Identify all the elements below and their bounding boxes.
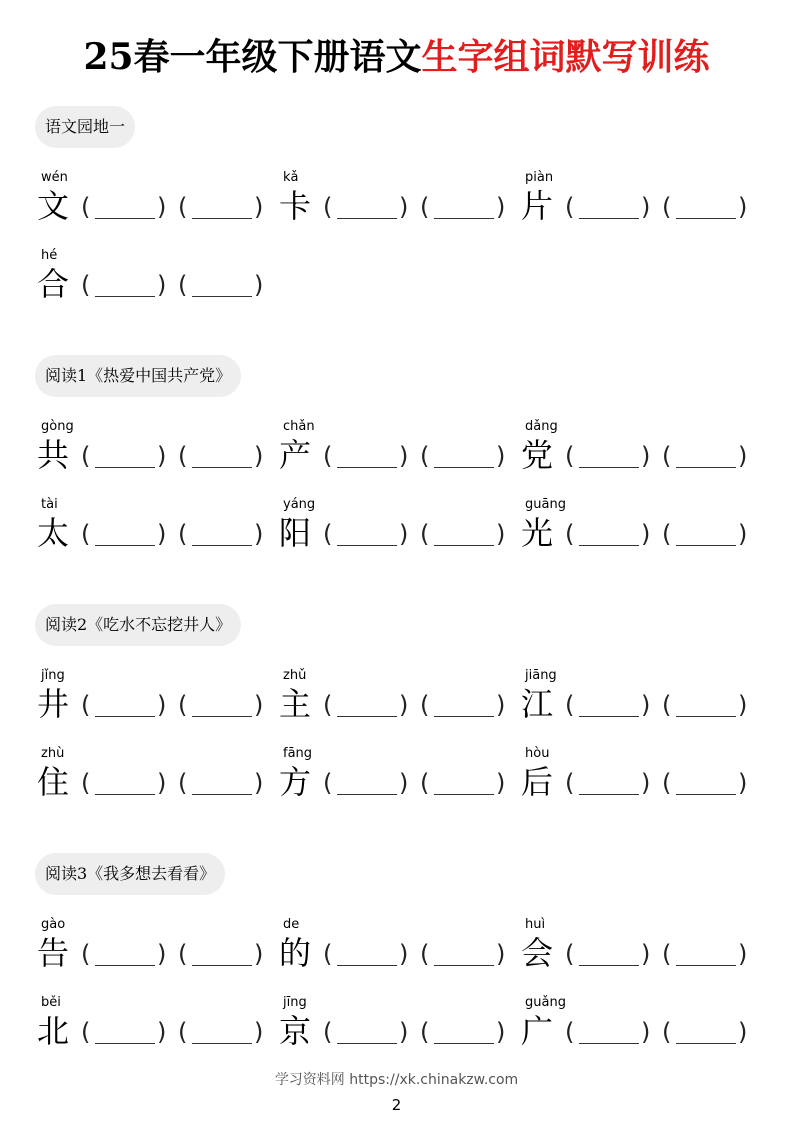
hanzi-character: 卡 — [279, 187, 312, 225]
pinyin-label: běi — [41, 995, 61, 1010]
open-paren: ( — [81, 940, 91, 968]
character-entry — [37, 995, 277, 1065]
character-row — [0, 419, 793, 489]
word-blank[interactable] — [178, 270, 268, 302]
answer-line — [434, 1043, 494, 1044]
answer-line — [95, 794, 155, 795]
word-blank[interactable] — [178, 690, 268, 722]
hanzi-character: 井 — [37, 685, 70, 723]
word-blank[interactable] — [420, 1017, 510, 1049]
open-paren: ( — [81, 1018, 91, 1046]
character-entry — [37, 746, 277, 816]
word-blank[interactable] — [323, 939, 413, 971]
answer-line — [434, 965, 494, 966]
answer-line — [95, 218, 155, 219]
close-paren: ) — [641, 691, 651, 719]
open-paren: ( — [178, 193, 188, 221]
close-paren: ) — [496, 442, 506, 470]
open-paren: ( — [565, 769, 575, 797]
open-paren: ( — [662, 442, 672, 470]
word-blank[interactable] — [662, 441, 752, 473]
open-paren: ( — [420, 691, 430, 719]
open-paren: ( — [662, 769, 672, 797]
pinyin-label: dǎng — [525, 419, 558, 434]
word-blank[interactable] — [662, 192, 752, 224]
character-entry — [279, 995, 519, 1065]
word-blank[interactable] — [662, 519, 752, 551]
pinyin-label: jǐng — [41, 668, 65, 683]
open-paren: ( — [178, 1018, 188, 1046]
pinyin-label: jiāng — [525, 668, 557, 683]
section-label: 语文园地一 — [35, 106, 135, 148]
answer-line — [676, 1043, 736, 1044]
page-number: 2 — [391, 1096, 402, 1114]
answer-line — [337, 716, 397, 717]
hanzi-character: 后 — [521, 763, 554, 801]
answer-line — [434, 794, 494, 795]
close-paren: ) — [157, 769, 167, 797]
hanzi-character: 北 — [37, 1012, 70, 1050]
pinyin-label: guǎng — [525, 995, 566, 1010]
open-paren: ( — [178, 940, 188, 968]
open-paren: ( — [565, 940, 575, 968]
hanzi-character: 京 — [279, 1012, 312, 1050]
answer-line — [192, 296, 252, 297]
open-paren: ( — [81, 769, 91, 797]
character-entry — [521, 746, 761, 816]
section-label: 阅读1《热爱中国共产党》 — [35, 355, 241, 397]
answer-line — [579, 794, 639, 795]
character-entry — [279, 917, 519, 987]
close-paren: ) — [641, 940, 651, 968]
pinyin-label: kǎ — [283, 170, 299, 185]
word-blank[interactable] — [662, 939, 752, 971]
close-paren: ) — [399, 769, 409, 797]
open-paren: ( — [565, 691, 575, 719]
hanzi-character: 江 — [521, 685, 554, 723]
close-paren: ) — [738, 769, 748, 797]
close-paren: ) — [254, 193, 264, 221]
character-row — [0, 668, 793, 738]
answer-line — [337, 545, 397, 546]
close-paren: ) — [496, 520, 506, 548]
open-paren: ( — [323, 940, 333, 968]
answer-line — [579, 716, 639, 717]
answer-line — [676, 794, 736, 795]
close-paren: ) — [157, 1018, 167, 1046]
character-entry — [521, 995, 761, 1065]
open-paren: ( — [565, 442, 575, 470]
title-black: 25春一年级下册语文 — [83, 36, 422, 78]
word-blank[interactable] — [178, 192, 268, 224]
answer-line — [434, 716, 494, 717]
character-entry — [37, 170, 277, 240]
answer-line — [192, 965, 252, 966]
open-paren: ( — [420, 769, 430, 797]
word-blank[interactable] — [662, 690, 752, 722]
open-paren: ( — [81, 193, 91, 221]
open-paren: ( — [662, 520, 672, 548]
character-row — [0, 746, 793, 816]
open-paren: ( — [662, 1018, 672, 1046]
open-paren: ( — [81, 271, 91, 299]
answer-line — [579, 1043, 639, 1044]
character-row — [0, 170, 793, 240]
hanzi-character: 共 — [37, 436, 70, 474]
word-blank[interactable] — [81, 192, 171, 224]
word-blank[interactable] — [565, 690, 655, 722]
hanzi-character: 党 — [521, 436, 554, 474]
pinyin-label: piàn — [525, 170, 554, 185]
close-paren: ) — [399, 1018, 409, 1046]
open-paren: ( — [420, 193, 430, 221]
hanzi-character: 主 — [279, 685, 312, 723]
open-paren: ( — [323, 769, 333, 797]
word-blank[interactable] — [420, 192, 510, 224]
answer-line — [192, 467, 252, 468]
character-entry — [521, 497, 761, 567]
pinyin-label: hòu — [525, 746, 550, 761]
open-paren: ( — [81, 691, 91, 719]
close-paren: ) — [496, 940, 506, 968]
pinyin-label: zhù — [41, 746, 65, 761]
pinyin-label: chǎn — [283, 419, 315, 434]
answer-line — [95, 545, 155, 546]
answer-line — [579, 545, 639, 546]
section-label: 阅读3《我多想去看看》 — [35, 853, 225, 895]
word-blank[interactable] — [420, 939, 510, 971]
pinyin-label: jīng — [283, 995, 307, 1010]
word-blank[interactable] — [565, 1017, 655, 1049]
close-paren: ) — [399, 691, 409, 719]
word-blank[interactable] — [81, 441, 171, 473]
close-paren: ) — [399, 193, 409, 221]
word-blank[interactable] — [323, 519, 413, 551]
answer-line — [192, 794, 252, 795]
title-red: 生字组词默写训练 — [421, 36, 710, 78]
character-entry — [37, 419, 277, 489]
open-paren: ( — [323, 520, 333, 548]
section-label: 阅读2《吃水不忘挖井人》 — [35, 604, 241, 646]
word-blank[interactable] — [178, 768, 268, 800]
open-paren: ( — [178, 769, 188, 797]
answer-line — [337, 965, 397, 966]
character-row — [0, 248, 793, 318]
answer-line — [192, 545, 252, 546]
close-paren: ) — [157, 442, 167, 470]
close-paren: ) — [641, 1018, 651, 1046]
close-paren: ) — [738, 691, 748, 719]
word-blank[interactable] — [81, 768, 171, 800]
word-blank[interactable] — [323, 441, 413, 473]
pinyin-label: huì — [525, 917, 546, 932]
hanzi-character: 会 — [521, 934, 554, 972]
word-blank[interactable] — [420, 441, 510, 473]
close-paren: ) — [496, 691, 506, 719]
open-paren: ( — [420, 1018, 430, 1046]
close-paren: ) — [496, 193, 506, 221]
character-entry — [37, 248, 277, 318]
answer-line — [434, 467, 494, 468]
answer-line — [192, 1043, 252, 1044]
answer-line — [95, 1043, 155, 1044]
open-paren: ( — [323, 691, 333, 719]
hanzi-character: 阳 — [279, 514, 312, 552]
page-title — [0, 30, 793, 84]
close-paren: ) — [738, 940, 748, 968]
open-paren: ( — [565, 193, 575, 221]
close-paren: ) — [399, 442, 409, 470]
close-paren: ) — [157, 691, 167, 719]
close-paren: ) — [254, 1018, 264, 1046]
hanzi-character: 光 — [521, 514, 554, 552]
character-row — [0, 497, 793, 567]
open-paren: ( — [323, 1018, 333, 1046]
character-entry — [521, 419, 761, 489]
open-paren: ( — [81, 442, 91, 470]
answer-line — [95, 716, 155, 717]
answer-line — [192, 218, 252, 219]
open-paren: ( — [662, 193, 672, 221]
pinyin-label: yáng — [283, 497, 316, 512]
character-entry — [279, 668, 519, 738]
character-entry — [279, 170, 519, 240]
open-paren: ( — [178, 271, 188, 299]
hanzi-character: 的 — [279, 934, 312, 972]
word-blank[interactable] — [81, 939, 171, 971]
word-blank[interactable] — [420, 519, 510, 551]
answer-line — [337, 218, 397, 219]
pinyin-label: wén — [41, 170, 68, 185]
close-paren: ) — [157, 520, 167, 548]
close-paren: ) — [738, 193, 748, 221]
open-paren: ( — [420, 442, 430, 470]
close-paren: ) — [157, 193, 167, 221]
word-blank[interactable] — [565, 441, 655, 473]
answer-line — [95, 965, 155, 966]
character-row — [0, 917, 793, 987]
character-entry — [37, 668, 277, 738]
close-paren: ) — [254, 769, 264, 797]
answer-line — [676, 716, 736, 717]
character-row — [0, 995, 793, 1065]
word-blank[interactable] — [565, 192, 655, 224]
open-paren: ( — [323, 193, 333, 221]
close-paren: ) — [641, 442, 651, 470]
answer-line — [337, 467, 397, 468]
answer-line — [676, 218, 736, 219]
open-paren: ( — [178, 520, 188, 548]
hanzi-character: 住 — [37, 763, 70, 801]
close-paren: ) — [738, 442, 748, 470]
pinyin-label: gòng — [41, 419, 74, 434]
character-entry — [37, 917, 277, 987]
answer-line — [676, 965, 736, 966]
pinyin-label: gào — [41, 917, 66, 932]
footer-watermark: 学习资料网 https://xk.chinakzw.com — [274, 1072, 519, 1088]
word-blank[interactable] — [178, 1017, 268, 1049]
pinyin-label: fāng — [283, 746, 313, 761]
word-blank[interactable] — [178, 441, 268, 473]
answer-line — [434, 218, 494, 219]
pinyin-label: hé — [41, 248, 58, 263]
pinyin-label: zhǔ — [283, 668, 307, 683]
character-entry — [521, 170, 761, 240]
open-paren: ( — [178, 442, 188, 470]
word-blank[interactable] — [323, 690, 413, 722]
close-paren: ) — [399, 520, 409, 548]
open-paren: ( — [323, 442, 333, 470]
word-blank[interactable] — [420, 768, 510, 800]
open-paren: ( — [565, 1018, 575, 1046]
close-paren: ) — [254, 520, 264, 548]
close-paren: ) — [157, 940, 167, 968]
word-blank[interactable] — [420, 690, 510, 722]
word-blank[interactable] — [81, 1017, 171, 1049]
answer-line — [192, 716, 252, 717]
word-blank[interactable] — [565, 768, 655, 800]
close-paren: ) — [641, 193, 651, 221]
word-blank[interactable] — [662, 1017, 752, 1049]
open-paren: ( — [178, 691, 188, 719]
open-paren: ( — [420, 940, 430, 968]
hanzi-character: 太 — [37, 514, 70, 552]
word-blank[interactable] — [81, 519, 171, 551]
answer-line — [434, 545, 494, 546]
answer-line — [337, 1043, 397, 1044]
character-entry — [521, 917, 761, 987]
close-paren: ) — [641, 769, 651, 797]
open-paren: ( — [420, 520, 430, 548]
hanzi-character: 合 — [37, 265, 70, 303]
close-paren: ) — [496, 1018, 506, 1046]
answer-line — [676, 545, 736, 546]
answer-line — [337, 794, 397, 795]
open-paren: ( — [565, 520, 575, 548]
word-blank[interactable] — [323, 1017, 413, 1049]
hanzi-character: 方 — [279, 763, 312, 801]
hanzi-character: 产 — [279, 436, 312, 474]
character-entry — [279, 746, 519, 816]
character-entry — [521, 668, 761, 738]
open-paren: ( — [81, 520, 91, 548]
hanzi-character: 广 — [521, 1012, 554, 1050]
answer-line — [579, 218, 639, 219]
word-blank[interactable] — [565, 939, 655, 971]
character-entry — [37, 497, 277, 567]
answer-line — [95, 467, 155, 468]
answer-line — [95, 296, 155, 297]
answer-line — [579, 965, 639, 966]
close-paren: ) — [157, 271, 167, 299]
answer-line — [579, 467, 639, 468]
close-paren: ) — [254, 271, 264, 299]
close-paren: ) — [496, 769, 506, 797]
open-paren: ( — [662, 691, 672, 719]
word-blank[interactable] — [81, 690, 171, 722]
word-blank[interactable] — [323, 192, 413, 224]
pinyin-label: guāng — [525, 497, 566, 512]
close-paren: ) — [738, 520, 748, 548]
character-entry — [279, 419, 519, 489]
word-blank[interactable] — [178, 519, 268, 551]
close-paren: ) — [399, 940, 409, 968]
open-paren: ( — [662, 940, 672, 968]
close-paren: ) — [254, 940, 264, 968]
word-blank[interactable] — [178, 939, 268, 971]
close-paren: ) — [254, 442, 264, 470]
hanzi-character: 片 — [521, 187, 554, 225]
word-blank[interactable] — [662, 768, 752, 800]
hanzi-character: 告 — [37, 934, 70, 972]
pinyin-label: de — [283, 917, 300, 932]
pinyin-label: tài — [41, 497, 58, 512]
close-paren: ) — [254, 691, 264, 719]
hanzi-character: 文 — [37, 187, 70, 225]
word-blank[interactable] — [565, 519, 655, 551]
close-paren: ) — [738, 1018, 748, 1046]
word-blank[interactable] — [81, 270, 171, 302]
word-blank[interactable] — [323, 768, 413, 800]
character-entry — [279, 497, 519, 567]
close-paren: ) — [641, 520, 651, 548]
answer-line — [676, 467, 736, 468]
